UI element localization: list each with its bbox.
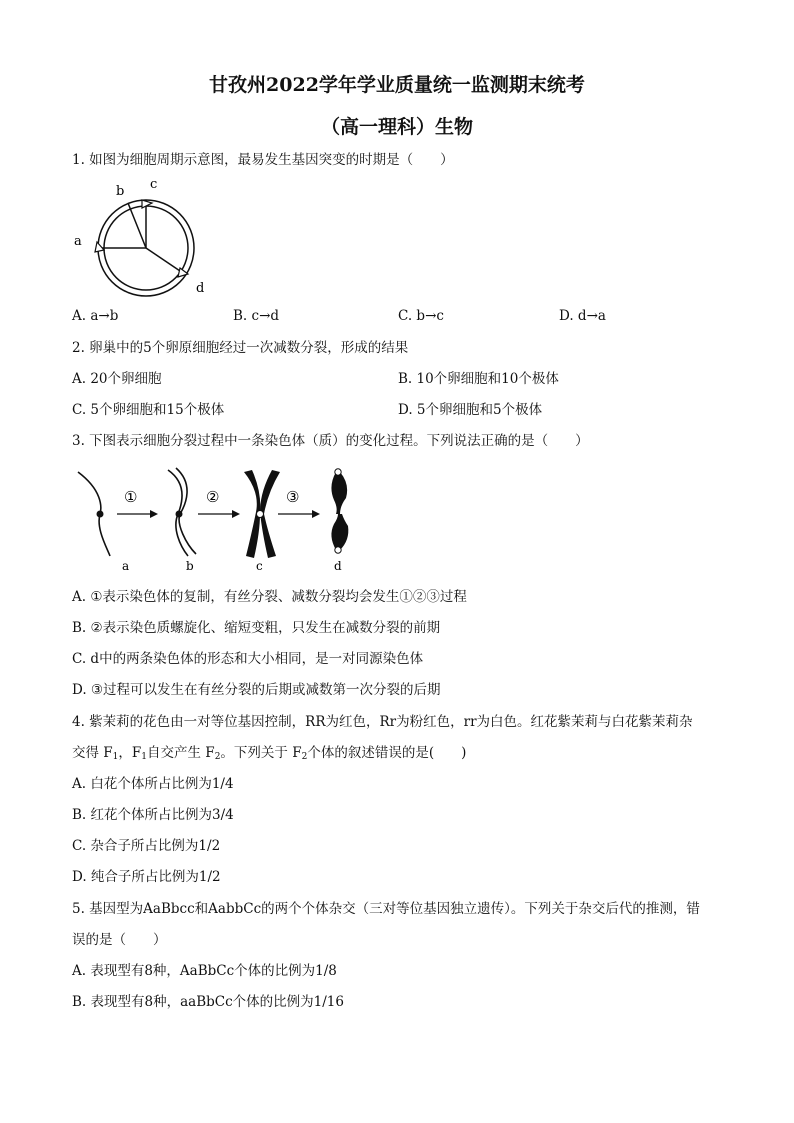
arrow-2-head <box>232 510 240 518</box>
arrow-a <box>95 242 104 252</box>
q2-option-b: B. 10个卵细胞和10个极体 <box>398 371 559 387</box>
q5-stem-line1: 5. 基因型为AaBbcc和AabbCc的两个个体杂交（三对等位基因独立遗传）。下列关于杂交后代的推测，错 <box>72 901 700 917</box>
arrow-1-head <box>150 510 158 518</box>
chromosome-diagram <box>72 462 372 574</box>
label-b: b <box>186 559 194 573</box>
label-b: b <box>116 184 125 199</box>
centromere-a <box>97 511 104 518</box>
q4-stem-line1: 4. 紫茉莉的花色由一对等位基因控制，RR为红色，Rr为粉红色，rr为白色。红花紫茉莉与白花紫茉莉杂 <box>72 714 693 730</box>
centromere-d-upper <box>335 469 341 475</box>
radius-to-b <box>128 203 146 248</box>
cell-cycle-diagram <box>66 172 216 300</box>
radius-to-d <box>146 248 183 273</box>
centromere-c <box>257 511 264 518</box>
q2-stem: 2. 卵巢中的5个卵原细胞经过一次减数分裂，形成的结果 <box>72 340 409 356</box>
label-a: a <box>74 234 82 249</box>
q1-option-a: A. a→b <box>72 308 119 324</box>
q5-option-b: B. 表现型有8种，aaBbCc个体的比例为1/16 <box>72 994 344 1010</box>
q4-option-a: A. 白花个体所占比例为1/4 <box>72 776 234 792</box>
q4-option-b: B. 红花个体所占比例为3/4 <box>72 807 234 823</box>
q3-option-d: D. ③过程可以发生在有丝分裂的后期或减数第一次分裂的后期 <box>72 682 441 698</box>
q4-option-d: D. 纯合子所占比例为1/2 <box>72 869 221 885</box>
exam-subtitle: （高一理科）生物 <box>320 116 473 138</box>
q1-stem: 1. 如图为细胞周期示意图，最易发生基因突变的时期是（ ） <box>72 152 454 168</box>
label-c: c <box>150 177 158 192</box>
q4-stem-line2: 交得 $F_1$，$F_1$自交产生 $F_2$。下列关于 $F_2$个体的叙述错误的是( ) <box>72 745 467 762</box>
centromere-b <box>176 511 183 518</box>
q3-stem: 3. 下图表示细胞分裂过程中一条染色体（质）的变化过程。下列说法正确的是（ ） <box>72 433 589 449</box>
q5-option-a: A. 表现型有8种，AaBbCc个体的比例为1/8 <box>72 963 337 979</box>
q1-option-d: D. d→a <box>559 308 606 324</box>
q3-option-b: B. ②表示染色质螺旋化、缩短变粗，只发生在减数分裂的前期 <box>72 620 441 636</box>
arrow-3-head <box>312 510 320 518</box>
chromatid-d-lower <box>331 514 348 550</box>
centromere-d-lower <box>335 547 341 553</box>
step-1-label: ① <box>124 488 138 506</box>
q3-option-a: A. ①表示染色体的复制，有丝分裂、减数分裂均会发生①②③过程 <box>72 589 467 605</box>
q2-option-c: C. 5个卵细胞和15个极体 <box>72 402 225 418</box>
step-2-label: ② <box>206 488 220 506</box>
q2-option-a: A. 20个卵细胞 <box>72 371 162 387</box>
q4-option-c: C. 杂合子所占比例为1/2 <box>72 838 221 854</box>
q2-option-d: D. 5个卵细胞和5个极体 <box>398 402 543 418</box>
q1-option-b: B. c→d <box>233 308 280 324</box>
q1-option-c: C. b→c <box>398 308 444 324</box>
label-c: c <box>256 559 263 573</box>
exam-title: 甘孜州2022学年学业质量统一监测期末统考 <box>209 74 585 96</box>
label-d: d <box>334 559 342 573</box>
step-3-label: ③ <box>286 488 300 506</box>
label-a: a <box>122 559 130 573</box>
q3-option-c: C. d中的两条染色体的形态和大小相同，是一对同源染色体 <box>72 651 424 667</box>
chromatid-d-upper <box>331 472 347 514</box>
q5-stem-line2: 误的是（ ） <box>72 932 167 948</box>
label-d: d <box>196 281 205 296</box>
chromatin-a <box>78 472 110 556</box>
